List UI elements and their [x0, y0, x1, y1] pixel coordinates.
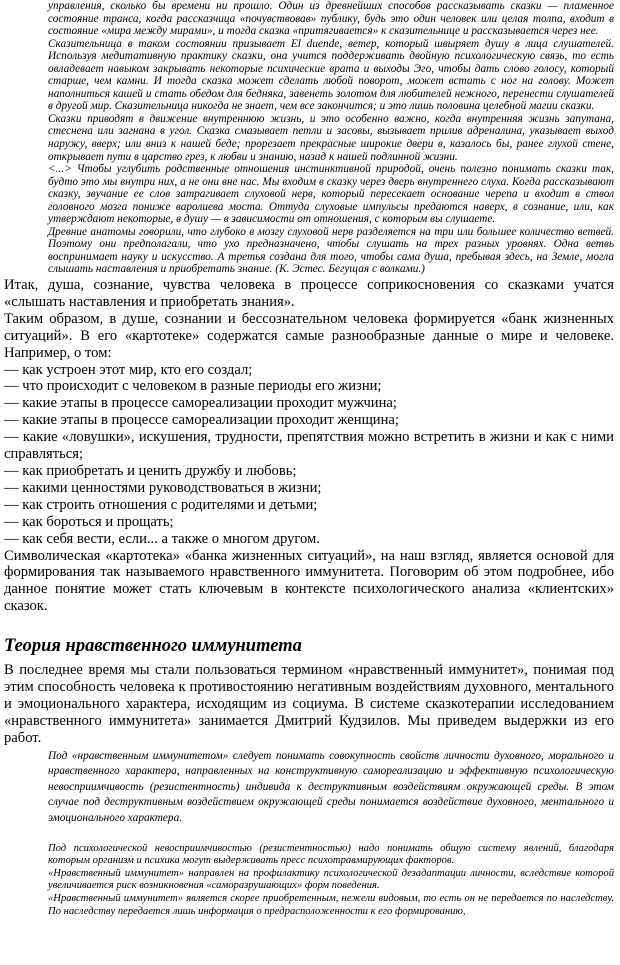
quote-paragraph: Сказки приводят в движение внутреннюю жизнь, и это особенно важно, когда внутренняя жизнь запутана, стеснена или загнана в угол. Сказка смазывает петли и засовы, вызывает прилив адреналина, указывает выход наружу, вверх; или вниз к нашей беде; прорезает прекрасные широкие двери в, казалось бы, ранее глухой стене, открывает пути в царство грез, к любви и знанию, назад к нашей подлинной жизни. — [48, 112, 614, 163]
list-item: — какие этапы в процессе самореализации проходит женщина; — [4, 412, 399, 429]
quote-paragraph: управления, сколько бы времени ни прошло. Один из древнейших способов рассказывать сказки — пламенное состояние транса, когда рассказчица «почувствовав» публику, будь это один человек или целая толпа, входит в состояние «мира между мирами», и тогда сказка «притягивается» к сказительнице и рассказывается через нее. — [48, 0, 614, 38]
body-paragraph: В последнее время мы стали пользоваться термином «нравственный иммунитет», понимая под этим способность человека к противостоянию негативным воздействиям духовного, ментального и эмоционального характера, исходящим из социума. В системе сказкотерапии исследованием «нравственного иммунитета» занимается Дмитрий Кудзилов. Мы приведем выдержки из его работ. — [4, 662, 614, 746]
list-item: — как себя вести, если... а также о многом другом. — [4, 530, 320, 547]
topics-list — [4, 362, 614, 548]
list-item: — как устроен этот мир, кто его создал; — [4, 361, 253, 378]
quote-paragraph: <...> Чтобы углубить родственные отношения инстинктивной природой, очень полезно понимать сказки так, будто это мы внутри них, а не они вне нас. Мы входим в сказку через дверь внутреннего слуха. Когда рассказывают сказку, звучание ее слов затрагивает слуховой нерв, который пересекает основание черепа и входит в ствол головного мозга пониже варолиева моста. Оттуда слуховые импульсы предаются наверх, в сознание, или, как утверждают некоторые, в душу — в зависимости от отношения, с которым вы слушаете. — [48, 163, 614, 226]
quote-paragraph: «Нравственный иммунитет» направлен на профилактику психологической дезадаптации личности, вследствие которой увеличивается риск возникновения «саморазрушающих» форм поведения. — [48, 867, 614, 892]
epigraph-quote — [48, 0, 614, 276]
quote-paragraph: Сказительница в таком состоянии призывает El duende, ветер, который швыряет душу в лица слушателей. Используя медитативную практику сказки, она учится поддерживать двойную психологическую связь, то есть овладевает навыком закрывать некоторые психические врата и выходы Эго, чтобы дать слово голосу, который старше, чем камни. И тогда сказка может сделать любой поворот, может встать с ног на голову. Может наполниться кашей и стать обедом для бедняка, завенеть золотом для любителей нежного, перенести слушателей в другой мир. Сказительница никогда не знает, чем все закончится; и это лишь половина целебной магии сказки. — [48, 37, 614, 113]
quote-paragraph: Под психологической невосприимчивостью (резистентностью) надо понимать общую систему явлений, благодаря которым организм и психика могут выдерживать пресс психотравмирующих факторов. — [48, 842, 614, 867]
section-body — [4, 662, 614, 747]
definition-quote — [48, 749, 614, 827]
list-item: — какие этапы в процессе самореализации проходит мужчина; — [4, 395, 397, 412]
body-paragraph: Символическая «картотека» «банка жизненных ситуаций», на наш взгляд, является основой для формирования так называемого нравственного иммунитета. Поговорим об этом подробнее, ибо данное понятие может стать ключевым в контексте психологического анализа «клиентских» сказок. — [4, 547, 614, 615]
list-item: — как бороться и прощать; — [4, 513, 174, 530]
list-item: — как строить отношения с родителями и детьми; — [4, 496, 318, 513]
list-item: — что происходит с человеком в разные периоды его жизни; — [4, 378, 382, 395]
list-item: — какими ценностями руководствоваться в жизни; — [4, 479, 322, 496]
body-paragraph: Таким образом, в душе, сознании и бессознательном человека формируется «банк жизненных ситуаций». В его «картотеке» содержатся самые разнообразные данные о мире и человеке. Например, о том: — [4, 310, 614, 361]
list-item: — как приобретать и ценить дружбу и любовь; — [4, 463, 297, 479]
quote-paragraph: «Нравственный иммунитет» является скорее приобретенным, нежели видовым, то есть он не передается по наследству. По наследству передается лишь информация о предрасположенности к его формированию, — [48, 893, 614, 917]
quote-paragraph: Древние анатомы говорили, что глубоко в мозгу слуховой нерв разделяется на три или большее количество ветвей. Поэтому они предполагали, что ухо предназначено, чтобы слушать на трех разных уровнях. Одна ветвь воспринимает науку и искусство. А третья создана для того, чтобы сама душа, пребывая здесь, на Земле, могла слышать наставления и приобретать знание. (К. Эстес. Бегущая с волками.) — [48, 225, 614, 276]
body-after-list — [4, 548, 614, 616]
body-intro — [4, 277, 614, 362]
list-item: — какие «ловушки», искушения, трудности, препятствия можно встретить в жизни и как с ними справляться; — [4, 429, 614, 463]
section-heading: Теория нравственного иммунитета — [4, 636, 302, 657]
excerpt-quote — [48, 843, 614, 919]
body-paragraph: Итак, душа, сознание, чувства человека в процессе соприкосновения со сказками учатся «слышать наставления и приобретать знания». — [4, 277, 614, 310]
quote-paragraph: Под «нравственным иммунитетом» следует понимать совокупность свойств личности духовного, морального и нравственного характера, направленных на конструктивную самореализацию и эффективную психологическую невосприимчивость (резистентность) индивида к деструктивным воздействиям окружающей среды. В этом случае под деструктивным воздействием окружающей среды понимается воздействие духовного, ментального и эмоционального характера. — [48, 749, 614, 825]
